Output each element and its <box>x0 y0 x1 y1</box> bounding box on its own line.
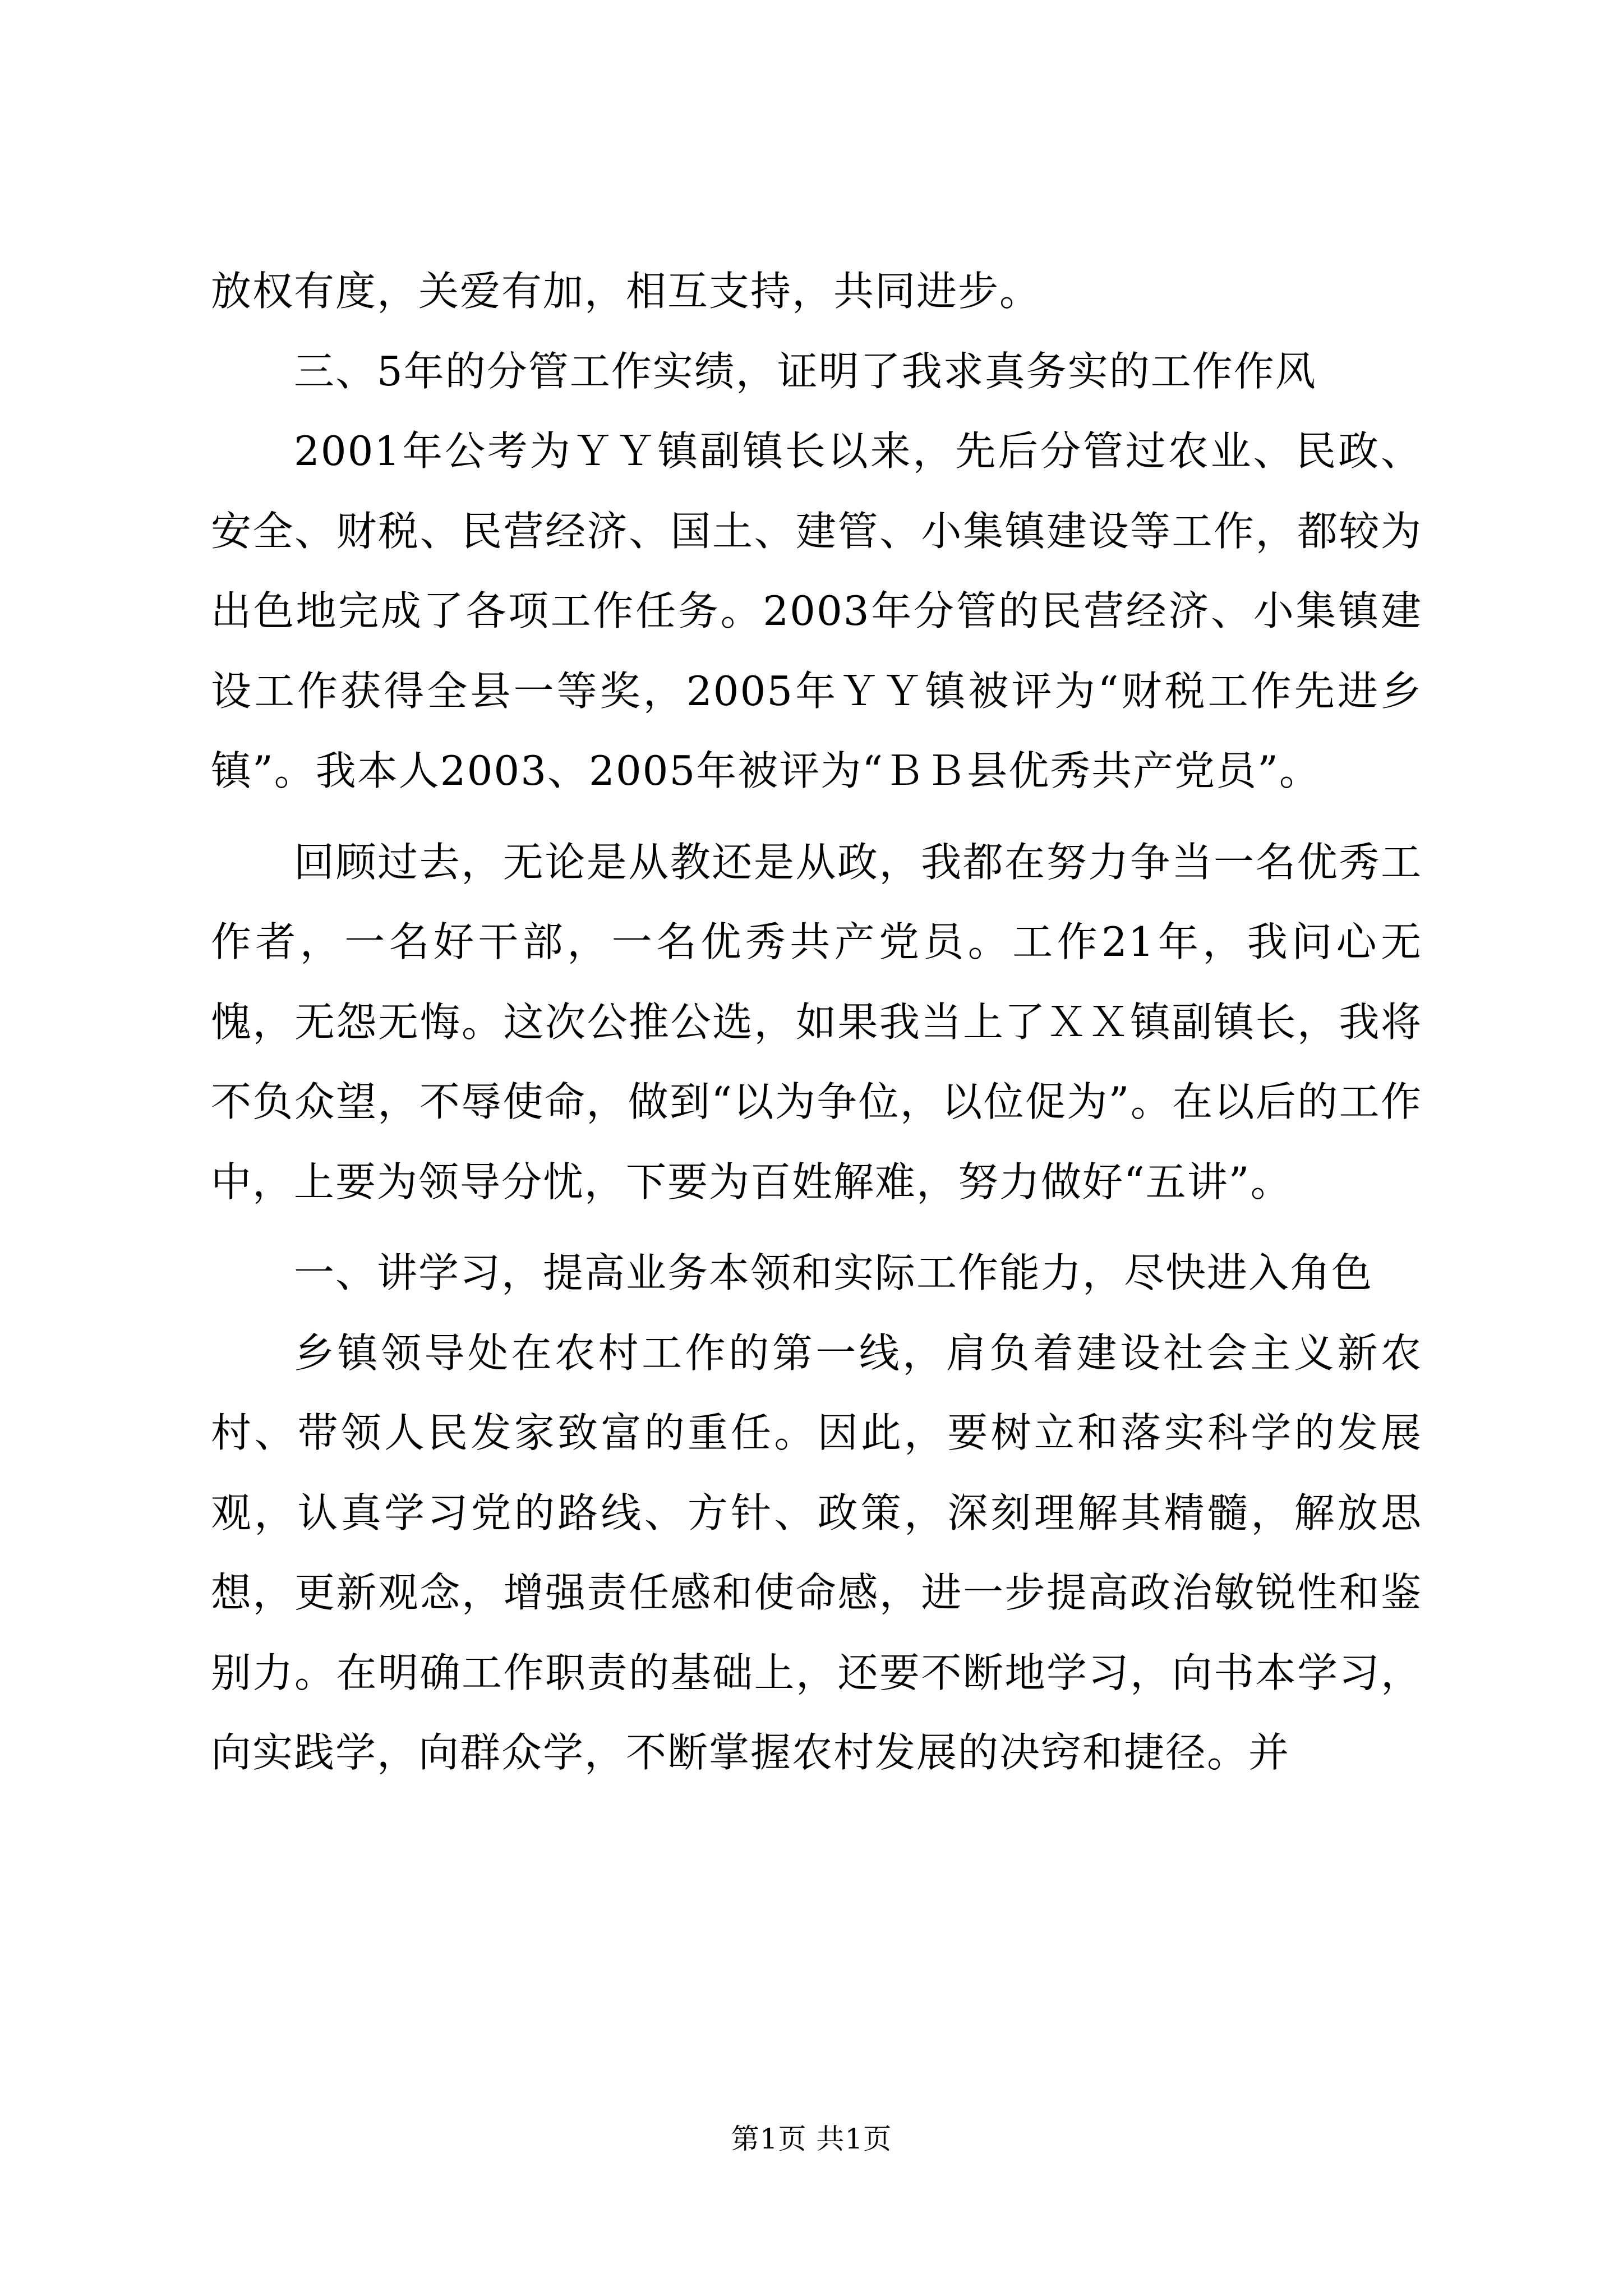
page-footer: 第1页 共1页 <box>731 2123 892 2155</box>
paragraph-review: 回顾过去，无论是从教还是从政，我都在努力争当一名优秀工作者，一名好干部，一名优秀共产党员。工作21年，我问心无愧，无怨无悔。这次公推公选，如果我当上了ＸＸ镇副镇长，我将不负众望，不辱使命，做到“以为争位，以位促为”。在以后的工作中，上要为领导分忧，下要为百姓解难，努力做好“五讲”。 <box>211 838 1422 1205</box>
paragraph-achievements: 2001年公考为ＹＹ镇副镇长以来，先后分管过农业、民政、安全、财税、民营经济、国土、建管、小集镇建设等工作，都较为出色地完成了各项工作任务。2003年分管的民营经济、小集镇建设工作获得全县一等奖，2005年ＹＹ镇被评为“财税工作先进乡镇”。我本人2003、2005年被评为“ＢＢ县优秀共产党员”。 <box>211 427 1422 794</box>
section-heading-3: 三、5年的分管工作实绩，证明了我求真务实的工作作风 <box>294 347 1317 395</box>
paragraph-1: 放权有度，关爱有加，相互支持，共同进步。 <box>211 268 1041 315</box>
paragraph-gap <box>211 1222 1422 1233</box>
section-heading-1: 一、讲学习，提高业务本领和实际工作能力，尽快进入角色 <box>294 1249 1373 1296</box>
paragraph-learning: 乡镇领导处在农村工作的第一线，肩负着建设社会主义新农村、带领人民发家致富的重任。因此，要树立和落实科学的发展观，认真学习党的路线、方针、政策，深刻理解其精髓，解放思想，更新观念，增强责任感和使命感，进一步提高政治敏锐性和鉴别力。在明确工作职责的基础上，还要不断地学习，向书本学习，向实践学，向群众学，不断掌握农村发展的决窍和捷径。并 <box>211 1329 1422 1776</box>
document-body <box>211 251 1422 1793</box>
paragraph-gap <box>211 811 1422 822</box>
